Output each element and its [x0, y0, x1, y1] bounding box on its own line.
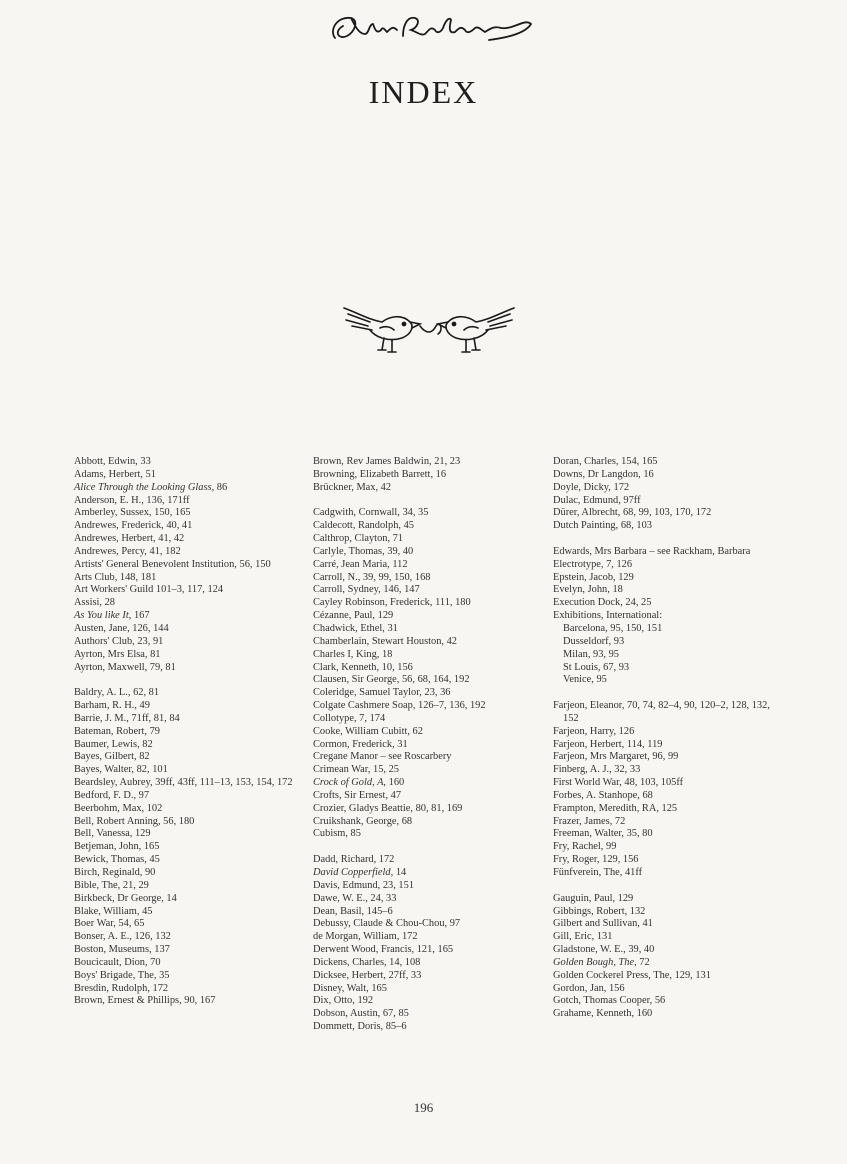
index-entry — [74, 777, 306, 790]
index-entry — [74, 649, 306, 662]
index-entry-text: Dutch Painting, 68, 103 — [553, 520, 652, 532]
index-gap — [553, 687, 785, 700]
index-entry — [313, 944, 545, 957]
index-entry-text: Dickens, Charles, 14, 108 — [313, 956, 421, 968]
index-entry-text: Gilbert and Sullivan, 41 — [553, 918, 653, 930]
index-entry — [313, 597, 545, 610]
index-entry — [74, 739, 306, 752]
index-entry-text: Dawe, W. E., 24, 33 — [313, 892, 397, 904]
index-entry — [74, 880, 306, 893]
index-entry-text: Bell, Robert Anning, 56, 180 — [74, 815, 195, 827]
index-entry-title: Golden Bough, The — [553, 956, 635, 968]
index-entry — [313, 764, 545, 777]
index-entry-text: Epstein, Jacob, 129 — [553, 571, 634, 583]
index-entry — [313, 456, 545, 469]
index-entry-text: Dürer, Albrecht, 68, 99, 103, 170, 172 — [553, 507, 712, 519]
index-entry — [74, 893, 306, 906]
index-entry-text: Cruikshank, George, 68 — [313, 815, 413, 827]
index-entry-text: Brown, Rev James Baldwin, 21, 23 — [313, 456, 461, 467]
index-entry — [313, 687, 545, 700]
index-entry-text: , 160 — [383, 777, 405, 789]
index-entry — [74, 456, 306, 469]
index-entry-text: Cormon, Frederick, 31 — [313, 738, 408, 750]
index-entry — [553, 906, 785, 919]
index-entry — [313, 854, 545, 867]
index-entry — [74, 803, 306, 816]
index-entry-text: Chamberlain, Stewart Houston, 42 — [313, 635, 458, 647]
index-entry — [313, 533, 545, 546]
index-entry — [74, 559, 306, 572]
index-entry — [553, 572, 785, 585]
index-entry-text: Clark, Kenneth, 10, 156 — [313, 661, 413, 673]
index-entry-text: Chadwick, Ethel, 31 — [313, 622, 398, 634]
index-entry-text: Art Workers' Guild 101–3, 117, 124 — [74, 584, 224, 596]
index-entry — [553, 507, 785, 520]
index-entry — [74, 790, 306, 803]
index-entry-text: Fry, Rachel, 99 — [553, 841, 617, 853]
index-entry — [553, 726, 785, 739]
index-entry — [553, 841, 785, 854]
index-entry-text: Abbott, Edwin, 33 — [74, 456, 151, 467]
page-number: 196 — [413, 1100, 434, 1115]
index-entry-text: Andrewes, Percy, 41, 182 — [74, 545, 181, 557]
index-entry-text: First World War, 48, 103, 105ff — [553, 777, 684, 789]
index-entry-text: Baldry, A. L., 62, 81 — [74, 687, 160, 699]
index-column-2 — [313, 456, 545, 1034]
index-entry — [313, 803, 545, 816]
index-entry — [553, 700, 785, 726]
index-entry-text: Dicksee, Herbert, 27ff, 33 — [313, 969, 422, 981]
index-entry — [313, 674, 545, 687]
index-entry — [74, 610, 306, 623]
index-column-1 — [74, 456, 306, 1008]
index-entry-text: Gotch, Thomas Cooper, 56 — [553, 995, 666, 1007]
index-entry-text: Gibbings, Robert, 132 — [553, 905, 646, 917]
index-entry-title: Crock of Gold, A — [313, 777, 384, 789]
index-entry-text: Bedford, F. D., 97 — [74, 789, 150, 801]
index-entry-text: Browning, Elizabeth Barrett, 16 — [313, 468, 447, 480]
index-entry — [553, 918, 785, 931]
index-entry-text: Fünfverein, The, 41ff — [553, 867, 643, 878]
index-entry-text: Carroll, Sydney, 146, 147 — [313, 584, 420, 596]
index-entry-text: Farjeon, Herbert, 114, 119 — [553, 738, 663, 750]
index-entry — [74, 970, 306, 983]
index-entry-text: Boucicault, Dion, 70 — [74, 956, 161, 968]
index-entry-text: Brückner, Max, 42 — [313, 481, 392, 493]
index-entry-text: Dix, Otto, 192 — [313, 995, 374, 1007]
index-entry — [553, 828, 785, 841]
index-entry — [553, 983, 785, 996]
index-entry-text: Collotype, 7, 174 — [313, 712, 386, 724]
index-entry-text: de Morgan, William, 172 — [313, 931, 418, 943]
index-entry-text: Caldecott, Randolph, 45 — [313, 520, 415, 532]
index-entry — [553, 816, 785, 829]
index-entry — [553, 649, 785, 662]
index-entry-text: Farjeon, Eleanor, 70, 74, 82–4, 90, 120–2, 128, 132, 152 — [553, 700, 770, 724]
index-entry-text: Evelyn, John, 18 — [553, 584, 623, 596]
index-entry — [313, 584, 545, 597]
index-entry-text: Disney, Walt, 165 — [313, 982, 387, 994]
index-entry-text: Authors' Club, 23, 91 — [74, 635, 164, 647]
index-entry-text: Bayes, Walter, 82, 101 — [74, 764, 168, 776]
index-entry — [74, 636, 306, 649]
index-entry-text: Birch, Reginald, 90 — [74, 867, 156, 878]
index-entry — [74, 906, 306, 919]
index-entry — [74, 713, 306, 726]
index-entry — [553, 546, 785, 559]
index-entry — [74, 867, 306, 880]
index-entry — [74, 662, 306, 675]
index-entry-text: Dusseldorf, 93 — [563, 635, 625, 647]
index-gap — [313, 495, 545, 508]
index-entry — [553, 482, 785, 495]
index-entry-text: Cayley Robinson, Frederick, 111, 180 — [313, 597, 471, 609]
index-entry-text: Gladstone, W. E., 39, 40 — [553, 944, 655, 956]
index-entry-text: Boer War, 54, 65 — [74, 918, 145, 930]
index-entry-text: Finberg, A. J., 32, 33 — [553, 764, 641, 776]
index-entry-text: Betjeman, John, 165 — [74, 841, 160, 853]
index-entry — [553, 584, 785, 597]
index-entry-text: Dulac, Edmund, 97ff — [553, 494, 641, 506]
index-entry-text: Milan, 93, 95 — [563, 648, 619, 660]
index-entry-text: Farjeon, Mrs Margaret, 96, 99 — [553, 751, 679, 763]
index-entry — [313, 546, 545, 559]
index-entry-text: Doran, Charles, 154, 165 — [553, 456, 658, 467]
index-entry — [553, 623, 785, 636]
index-gap — [553, 880, 785, 893]
index-entry — [313, 995, 545, 1008]
index-entry-text: Amberley, Sussex, 150, 165 — [74, 507, 191, 519]
index-entry — [313, 482, 545, 495]
index-entry — [74, 482, 306, 495]
index-entry — [74, 726, 306, 739]
index-entry — [553, 1008, 785, 1021]
index-entry — [553, 597, 785, 610]
index-entry-title: As You like It — [74, 610, 129, 622]
index-entry-text: Austen, Jane, 126, 144 — [74, 622, 169, 634]
index-entry — [553, 944, 785, 957]
index-entry-text: Coleridge, Samuel Taylor, 23, 36 — [313, 687, 451, 699]
index-entry-text: Frampton, Meredith, RA, 125 — [553, 802, 678, 814]
index-entry — [553, 931, 785, 944]
index-entry-text: Cadgwith, Cornwall, 34, 35 — [313, 507, 429, 519]
index-entry-text: Artists' General Benevolent Institution, 56, 150 — [74, 558, 271, 570]
index-entry — [553, 790, 785, 803]
index-entry — [313, 867, 545, 880]
index-entry-text: Debussy, Claude & Chou-Chou, 97 — [313, 918, 461, 930]
index-entry — [553, 995, 785, 1008]
index-entry-text: Crozier, Gladys Beattie, 80, 81, 169 — [313, 802, 463, 814]
index-entry-text: St Louis, 67, 93 — [563, 661, 630, 673]
index-entry-text: Exhibitions, International: — [553, 610, 663, 622]
index-entry-text: Bonser, A. E., 126, 132 — [74, 931, 171, 943]
index-entry-text: Execution Dock, 24, 25 — [553, 597, 652, 609]
index-entry-text: Freeman, Walter, 35, 80 — [553, 828, 653, 840]
index-entry-text: Gauguin, Paul, 129 — [553, 892, 634, 904]
index-entry — [553, 764, 785, 777]
index-entry — [74, 687, 306, 700]
index-entry — [553, 456, 785, 469]
index-entry — [313, 726, 545, 739]
index-entry — [313, 970, 545, 983]
index-gap — [553, 533, 785, 546]
index-entry — [74, 584, 306, 597]
index-column-3 — [553, 456, 785, 1021]
index-entry — [74, 995, 306, 1008]
index-entry — [553, 957, 785, 970]
index-entry-text: Boys' Brigade, The, 35 — [74, 969, 170, 981]
index-entry-text: Cooke, William Cubitt, 62 — [313, 725, 423, 737]
index-entry — [553, 867, 785, 880]
index-entry-text: Dobson, Austin, 67, 85 — [313, 1008, 409, 1020]
index-entry — [553, 610, 785, 623]
index-entry-text: Brown, Ernest & Phillips, 90, 167 — [74, 995, 216, 1007]
index-entry — [74, 918, 306, 931]
index-entry-text: Carré, Jean Maria, 112 — [313, 558, 408, 570]
index-entry-text: Forbes, A. Stanhope, 68 — [553, 789, 653, 801]
index-entry-text: Cubism, 85 — [313, 828, 361, 840]
two-birds-vignette — [340, 300, 518, 362]
index-entry — [313, 751, 545, 764]
index-entry — [313, 828, 545, 841]
index-entry-text: Arts Club, 148, 181 — [74, 571, 157, 583]
index-entry — [553, 893, 785, 906]
index-entry-text: Boston, Museums, 137 — [74, 944, 170, 956]
index-entry — [553, 777, 785, 790]
index-entry — [313, 700, 545, 713]
index-entry — [74, 507, 306, 520]
index-entry — [313, 623, 545, 636]
index-entry-text: Doyle, Dicky, 172 — [553, 481, 630, 493]
index-entry — [313, 662, 545, 675]
index-entry — [74, 533, 306, 546]
index-entry-text: Davis, Edmund, 23, 151 — [313, 879, 415, 891]
index-entry-text: Bible, The, 21, 29 — [74, 879, 149, 891]
index-entry — [74, 546, 306, 559]
index-entry-text: Crofts, Sir Ernest, 47 — [313, 789, 402, 801]
index-entry-text: Ayrton, Mrs Elsa, 81 — [74, 648, 161, 660]
index-entry-text: Charles I, King, 18 — [313, 648, 393, 660]
index-entry-text: Gordon, Jan, 156 — [553, 982, 625, 994]
index-entry-text: Barcelona, 95, 150, 151 — [563, 622, 663, 634]
index-entry-text: Calthrop, Clayton, 71 — [313, 533, 404, 545]
index-entry — [313, 713, 545, 726]
index-entry-text: Birkbeck, Dr George, 14 — [74, 892, 177, 904]
index-entry-text: Baumer, Lewis, 82 — [74, 738, 153, 750]
index-entry — [313, 893, 545, 906]
index-entry-text: Electrotype, 7, 126 — [553, 558, 633, 570]
index-entry — [553, 803, 785, 816]
index-entry — [74, 751, 306, 764]
index-entry-text: Barrie, J. M., 71ff, 81, 84 — [74, 712, 180, 724]
index-entry-text: Dommett, Doris, 85–6 — [313, 1021, 407, 1033]
index-entry — [74, 944, 306, 957]
index-entry-text: Adams, Herbert, 51 — [74, 468, 156, 480]
index-entry-text: Fry, Roger, 129, 156 — [553, 854, 639, 866]
index-entry-text: Grahame, Kenneth, 160 — [553, 1008, 653, 1020]
index-entry — [313, 636, 545, 649]
index-entry — [74, 469, 306, 482]
index-entry — [74, 623, 306, 636]
index-entry-text: Clausen, Sir George, 56, 68, 164, 192 — [313, 674, 470, 686]
index-entry — [74, 931, 306, 944]
page-title: INDEX — [368, 74, 479, 110]
index-entry-text: , 86 — [211, 481, 228, 493]
index-entry-text: Blake, William, 45 — [74, 905, 153, 917]
index-entry-text: Ayrton, Maxwell, 79, 81 — [74, 661, 176, 673]
index-entry — [313, 739, 545, 752]
index-entry — [74, 854, 306, 867]
index-entry — [74, 597, 306, 610]
index-entry — [313, 983, 545, 996]
index-entry — [313, 649, 545, 662]
index-entry-text: Farjeon, Harry, 126 — [553, 725, 635, 737]
index-entry-text: Carroll, N., 39, 99, 150, 168 — [313, 571, 431, 583]
index-entry — [553, 559, 785, 572]
index-entry — [553, 854, 785, 867]
index-entry-title: Alice Through the Looking Glass — [74, 481, 212, 493]
index-entry — [313, 816, 545, 829]
index-entry-text: Barham, R. H., 49 — [74, 700, 150, 712]
index-entry — [74, 841, 306, 854]
index-entry — [553, 674, 785, 687]
index-entry-text: Golden Cockerel Press, The, 129, 131 — [553, 969, 711, 981]
index-entry-text: Bateman, Robert, 79 — [74, 725, 160, 737]
index-entry — [313, 918, 545, 931]
index-entry — [553, 970, 785, 983]
index-entry — [313, 610, 545, 623]
index-entry — [313, 520, 545, 533]
index-entry — [313, 957, 545, 970]
index-entry-text: Derwent Wood, Francis, 121, 165 — [313, 944, 454, 956]
index-entry-text: Assisi, 28 — [74, 597, 115, 609]
index-entry — [553, 469, 785, 482]
index-entry-text: Dean, Basil, 145–6 — [313, 905, 393, 917]
index-entry — [313, 469, 545, 482]
index-entry-text: Colgate Cashmere Soap, 126–7, 136, 192 — [313, 700, 486, 712]
index-entry-text: Dadd, Richard, 172 — [313, 854, 395, 866]
index-entry — [74, 495, 306, 508]
index-gap — [74, 674, 306, 687]
index-entry — [553, 520, 785, 533]
index-entry-text: Edwards, Mrs Barbara – see Rackham, Barbara — [553, 545, 751, 557]
index-entry — [313, 507, 545, 520]
index-entry-text: Crimean War, 15, 25 — [313, 764, 399, 776]
index-entry — [313, 790, 545, 803]
index-entry-text: Frazer, James, 72 — [553, 815, 626, 827]
arthur-rackham-signature — [325, 8, 535, 50]
index-entry — [313, 1021, 545, 1034]
index-entry — [553, 751, 785, 764]
index-entry — [553, 662, 785, 675]
index-entry-text: Beardsley, Aubrey, 39ff, 43ff, 111–13, 153, 154, 172 — [74, 777, 293, 789]
index-entry — [313, 1008, 545, 1021]
index-entry-text: Bayes, Gilbert, 82 — [74, 751, 150, 763]
index-entry-text: Andrewes, Frederick, 40, 41 — [74, 520, 193, 532]
index-entry-text: Andrewes, Herbert, 41, 42 — [74, 533, 185, 545]
index-entry — [313, 906, 545, 919]
index-entry-text: , 72 — [634, 956, 650, 968]
index-entry — [553, 739, 785, 752]
index-entry — [313, 880, 545, 893]
index-entry-text: Bresdin, Rudolph, 172 — [74, 982, 169, 994]
index-entry-text: Bell, Vanessa, 129 — [74, 828, 151, 840]
index-entry — [74, 983, 306, 996]
index-entry-text: Bewick, Thomas, 45 — [74, 854, 160, 866]
index-entry-text: Anderson, E. H., 136, 171ff — [74, 494, 190, 506]
index-entry-text: Carlyle, Thomas, 39, 40 — [313, 545, 414, 557]
index-gap — [313, 841, 545, 854]
index-entry-text: Beerbohm, Max, 102 — [74, 802, 163, 814]
index-entry — [313, 572, 545, 585]
index-entry — [313, 559, 545, 572]
index-entry-text: , 167 — [128, 610, 150, 622]
index-entry — [74, 957, 306, 970]
index-entry — [74, 828, 306, 841]
index-entry-text: Cézanne, Paul, 129 — [313, 610, 394, 622]
index-entry-text: Gill, Eric, 131 — [553, 931, 613, 943]
index-entry — [74, 572, 306, 585]
index-entry — [553, 636, 785, 649]
index-entry — [313, 931, 545, 944]
index-entry — [74, 816, 306, 829]
index-entry — [313, 777, 545, 790]
index-entry — [553, 495, 785, 508]
index-entry-text: , 14 — [390, 867, 407, 878]
index-entry-text: Cregane Manor – see Roscarbery — [313, 751, 452, 763]
index-entry — [74, 700, 306, 713]
index-entry — [74, 520, 306, 533]
index-entry-title: David Copperfield — [313, 867, 391, 878]
index-entry-text: Venice, 95 — [563, 674, 607, 686]
index-entry — [74, 764, 306, 777]
index-entry-text: Downs, Dr Langdon, 16 — [553, 468, 654, 480]
